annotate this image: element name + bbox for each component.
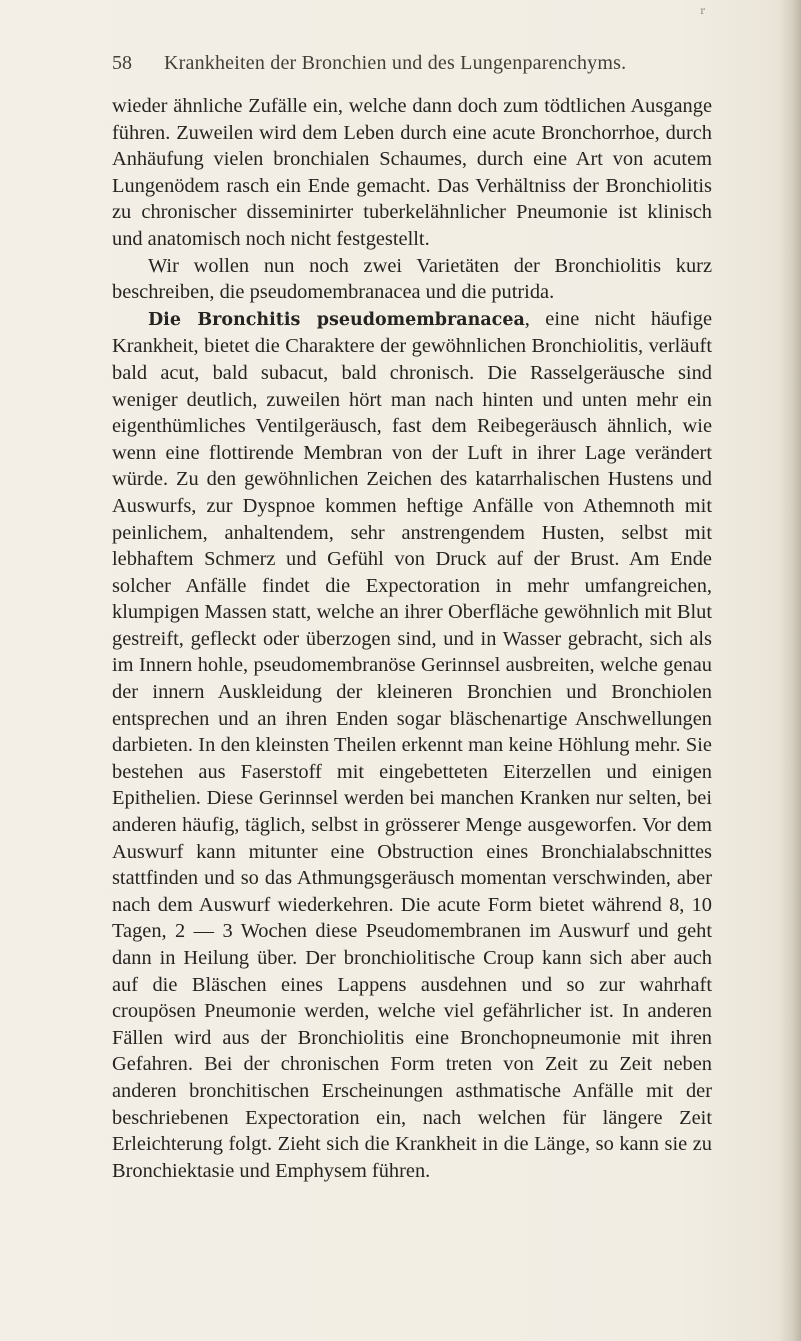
page-header xyxy=(112,52,722,82)
body-text xyxy=(112,93,712,1184)
page-number: 58 xyxy=(112,52,132,74)
page-edge-shadow xyxy=(779,0,801,1341)
running-head: Krankheiten der Bronchien und des Lungenparenchyms. xyxy=(164,52,627,74)
paragraph: Wir wollen nun noch zwei Varietäten der Bronchiolitis kurz beschreiben, die pseudomembranacea und die putrida. xyxy=(112,254,712,304)
corner-mark: r xyxy=(700,6,705,17)
bold-term: Die Bronchitis pseudomembranacea xyxy=(148,309,525,330)
paragraph-text: , eine nicht häufige Krankheit, bietet die Charaktere der gewöhnlichen Bronchiolitis, verläuft bald acut, bald subacut, bald chronisch. Die Rasselgeräusche sind weniger deutlich, zuweilen hört man nach hinten und unten mehr ein eigenthümliches Ventilgeräusch, fast dem Reibegeräusch ähnlich, wie wenn eine flottirende Membran von der Luft in ihrer Lage verändert würde. Zu den gewöhnlichen Zeichen des katarrhalischen Hustens und Auswurfs, zur Dyspnoe kommen heftige Anfälle von Athemnoth mit peinlichem, anhaltendem, sehr anstrengendem Husten, selbst mit lebhaftem Schmerz und Gefühl von Druck auf der Brust. Am Ende solcher Anfälle findet die Expectoration in mehr umfangreichen, klumpigen Massen statt, welche an ihrer Oberfläche gewöhnlich mit Blut gestreift, gefleckt oder überzogen sind, und in Wasser gebracht, sich als im Innern hohle, pseudomembranöse Gerinnsel ausbreiten, welche genau der innern Auskleidung der kleineren Bronchien und Bronchiolen entsprechen und an ihren Enden sogar bläschenartige Anschwellungen darbieten. In den kleinsten Theilen erkennt man keine Höhlung mehr. Sie bestehen aus Faserstoff mit eingebetteten Eiterzellen und einigen Epithelien. Diese Gerinnsel werden bei manchen Kranken nur selten, bei anderen häufig, täglich, selbst in grösserer Menge ausgeworfen. Vor dem Auswurf kann mitunter eine Obstruction eines Bronchialabschnittes stattfinden und so das Athmungsgeräusch momentan verschwinden, aber nach dem Auswurf wiederkehren. Die acute Form bietet während 8, 10 Tagen, 2 — 3 Wochen diese Pseudomembranen im Auswurf und geht dann in Heilung über. Der bronchiolitische Croup kann sich aber auch auf die Bläschen eines Lappens ausdehnen und so zur wahrhaft croupösen Pneumonie werden, welche viel gefährlicher ist. In anderen Fällen wird aus der Bronchiolitis eine Bronchopneumonie mit ihren Gefahren. Bei der chronischen Form treten von Zeit zu Zeit neben anderen bronchitischen Erscheinungen asthmatische Anfälle mit der beschriebenen Expectoration ein, nach welchen für längere Zeit Erleichterung folgt. Zieht sich die Krankheit in die Länge, so kann sie zu Bronchiektasie und Emphysem führen. xyxy=(112,307,712,1182)
paragraph xyxy=(112,306,712,1185)
paragraph: wieder ähnliche Zufälle ein, welche dann doch zum tödtlichen Ausgange führen. Zuweilen wird dem Leben durch eine acute Bronchorrhoe, durch Anhäufung vielen bronchialen Schaumes, durch eine Art von acutem Lungenödem rasch ein Ende gemacht. Das Verhältniss der Bronchiolitis zu chronischer disseminirter tuberkelähnlicher Pneumonie ist klinisch und anatomisch noch nicht festgestellt. xyxy=(112,95,712,250)
